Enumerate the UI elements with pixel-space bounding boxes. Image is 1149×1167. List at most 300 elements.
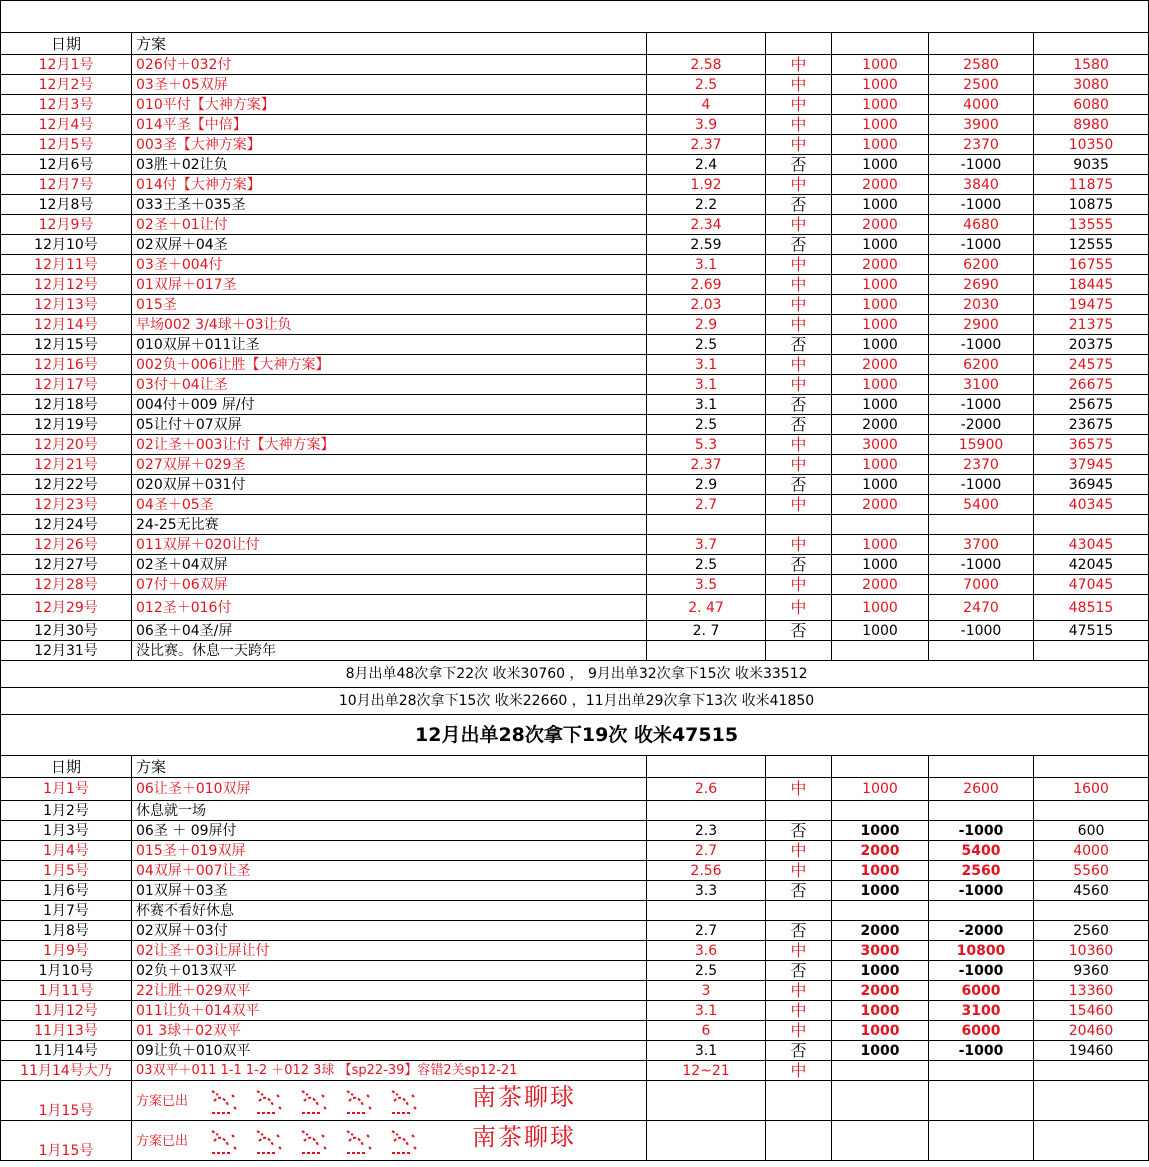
plan-cell[interactable]: 09让负＋010双平	[132, 1041, 647, 1061]
odds-cell[interactable]: 2.5	[647, 555, 766, 575]
result-cell[interactable]: 否	[766, 475, 832, 495]
date-cell[interactable]: 1月8号	[1, 921, 132, 941]
profit-cell[interactable]: -1000	[929, 555, 1034, 575]
odds-cell[interactable]: 4	[647, 95, 766, 115]
plan-cell[interactable]: 24-25无比赛	[132, 515, 647, 535]
stake-cell[interactable]: 2000	[832, 575, 929, 595]
odds-cell[interactable]: 2. 47	[647, 595, 766, 621]
profit-cell[interactable]: -1000	[929, 395, 1034, 415]
odds-cell[interactable]: 2.4	[647, 155, 766, 175]
plan-cell[interactable]: 011让负＋014双平	[132, 1001, 647, 1021]
date-cell[interactable]: 12月24号	[1, 515, 132, 535]
stake-cell[interactable]: 2000	[832, 215, 929, 235]
date-cell[interactable]: 1月15号	[1, 1121, 132, 1161]
profit-cell[interactable]: -1000	[929, 475, 1034, 495]
date-cell[interactable]: 12月30号	[1, 621, 132, 641]
empty-cell[interactable]	[1034, 1081, 1149, 1121]
date-cell[interactable]: 12月1号	[1, 55, 132, 75]
odds-cell[interactable]: 2.3	[647, 821, 766, 841]
plan-cell[interactable]: 没比赛。休息一天跨年	[132, 641, 647, 661]
stake-cell[interactable]	[832, 641, 929, 661]
total-cell[interactable]: 18445	[1034, 275, 1149, 295]
date-cell[interactable]: 11月14号大乃	[1, 1061, 132, 1081]
date-cell[interactable]: 12月23号	[1, 495, 132, 515]
plan-cell[interactable]: 012圣＋016付	[132, 595, 647, 621]
stake-cell[interactable]: 1000	[832, 535, 929, 555]
plan-cell[interactable]: 杯赛不看好休息	[132, 901, 647, 921]
result-cell[interactable]: 中	[766, 778, 832, 801]
stake-cell[interactable]: 1000	[832, 335, 929, 355]
stake-cell[interactable]: 1000	[832, 778, 929, 801]
date-cell[interactable]: 12月15号	[1, 335, 132, 355]
date-cell[interactable]: 12月14号	[1, 315, 132, 335]
total-cell[interactable]: 4000	[1034, 841, 1149, 861]
odds-cell[interactable]: 2.37	[647, 455, 766, 475]
result-cell[interactable]: 中	[766, 375, 832, 395]
date-cell[interactable]: 12月12号	[1, 275, 132, 295]
result-cell[interactable]: 中	[766, 1001, 832, 1021]
header-plan[interactable]: 方案	[132, 33, 647, 55]
result-cell[interactable]: 否	[766, 821, 832, 841]
stake-cell[interactable]: 1000	[832, 621, 929, 641]
total-cell[interactable]: 24575	[1034, 355, 1149, 375]
odds-cell[interactable]: 12~21	[647, 1061, 766, 1081]
date-cell[interactable]: 12月16号	[1, 355, 132, 375]
stake-cell[interactable]: 2000	[832, 175, 929, 195]
profit-cell[interactable]: -1000	[929, 195, 1034, 215]
plan-cell[interactable]: 03双平＋011 1-1 1-2 ＋012 3球 【sp22-39】容错2关sp12-21	[132, 1061, 647, 1081]
total-cell[interactable]: 47045	[1034, 575, 1149, 595]
empty-cell[interactable]	[832, 1081, 929, 1121]
odds-cell[interactable]: 2. 7	[647, 621, 766, 641]
stake-cell[interactable]: 1000	[832, 135, 929, 155]
result-cell[interactable]: 否	[766, 555, 832, 575]
header-empty[interactable]	[929, 756, 1034, 778]
plan-cell[interactable]: 010双屏＋011让圣	[132, 335, 647, 355]
profit-cell[interactable]: -1000	[929, 1041, 1034, 1061]
stake-cell[interactable]: 1000	[832, 375, 929, 395]
total-cell[interactable]: 16755	[1034, 255, 1149, 275]
date-cell[interactable]: 1月7号	[1, 901, 132, 921]
stake-cell[interactable]: 1000	[832, 315, 929, 335]
plan-cell[interactable]: 003圣【大神方案】	[132, 135, 647, 155]
date-cell[interactable]: 12月9号	[1, 215, 132, 235]
result-cell[interactable]: 中	[766, 295, 832, 315]
stake-cell[interactable]: 2000	[832, 255, 929, 275]
date-cell[interactable]: 11月12号	[1, 1001, 132, 1021]
odds-cell[interactable]: 3.9	[647, 115, 766, 135]
stake-cell[interactable]: 1000	[832, 1041, 929, 1061]
plan-cell[interactable]: 02负＋013双平	[132, 961, 647, 981]
date-cell[interactable]: 1月1号	[1, 778, 132, 801]
stake-cell[interactable]: 2000	[832, 355, 929, 375]
result-cell[interactable]	[766, 515, 832, 535]
profit-cell[interactable]: 5400	[929, 841, 1034, 861]
odds-cell[interactable]: 2.5	[647, 75, 766, 95]
header-empty[interactable]	[766, 756, 832, 778]
stake-cell[interactable]: 1000	[832, 1021, 929, 1041]
odds-cell[interactable]: 2.37	[647, 135, 766, 155]
date-cell[interactable]: 12月27号	[1, 555, 132, 575]
odds-cell[interactable]: 2.2	[647, 195, 766, 215]
date-cell[interactable]: 12月6号	[1, 155, 132, 175]
odds-cell[interactable]: 2.59	[647, 235, 766, 255]
plan-cell[interactable]: 休息就一场	[132, 801, 647, 821]
header-empty[interactable]	[832, 756, 929, 778]
date-cell[interactable]: 12月19号	[1, 415, 132, 435]
plan-cell[interactable]: 05让付＋07双屏	[132, 415, 647, 435]
odds-cell[interactable]: 2.34	[647, 215, 766, 235]
profit-cell[interactable]: 2500	[929, 75, 1034, 95]
stake-cell[interactable]	[832, 801, 929, 821]
plan-cell[interactable]: 06圣 ＋ 09屏付	[132, 821, 647, 841]
odds-cell[interactable]: 2.9	[647, 315, 766, 335]
date-cell[interactable]: 12月22号	[1, 475, 132, 495]
date-cell[interactable]: 12月26号	[1, 535, 132, 555]
odds-cell[interactable]: 3.1	[647, 355, 766, 375]
stake-cell[interactable]: 2000	[832, 495, 929, 515]
stake-cell[interactable]: 2000	[832, 981, 929, 1001]
plan-cell[interactable]: 02圣＋04双屏	[132, 555, 647, 575]
profit-cell[interactable]: -1000	[929, 961, 1034, 981]
odds-cell[interactable]	[647, 515, 766, 535]
profit-cell[interactable]: 2600	[929, 778, 1034, 801]
date-cell[interactable]: 1月2号	[1, 801, 132, 821]
result-cell[interactable]: 否	[766, 335, 832, 355]
profit-cell[interactable]: 2900	[929, 315, 1034, 335]
empty-cell[interactable]	[647, 1121, 766, 1161]
plan-cell[interactable]: 01 3球＋02双平	[132, 1021, 647, 1041]
plan-cell[interactable]: 02双屏＋03付	[132, 921, 647, 941]
date-cell[interactable]: 12月21号	[1, 455, 132, 475]
result-cell[interactable]	[766, 801, 832, 821]
header-empty[interactable]	[832, 33, 929, 55]
odds-cell[interactable]: 3	[647, 981, 766, 1001]
total-cell[interactable]: 2560	[1034, 921, 1149, 941]
date-cell[interactable]: 12月4号	[1, 115, 132, 135]
profit-cell[interactable]: -1000	[929, 621, 1034, 641]
profit-cell[interactable]: 5400	[929, 495, 1034, 515]
stake-cell[interactable]: 1000	[832, 821, 929, 841]
total-cell[interactable]: 6080	[1034, 95, 1149, 115]
result-cell[interactable]: 中	[766, 255, 832, 275]
total-cell[interactable]	[1034, 901, 1149, 921]
date-cell[interactable]: 12月13号	[1, 295, 132, 315]
date-cell[interactable]: 12月8号	[1, 195, 132, 215]
plan-cell[interactable]: 04双屏＋007让圣	[132, 861, 647, 881]
odds-cell[interactable]: 2.7	[647, 841, 766, 861]
summary-december[interactable]: 12月出单28次拿下19次 收米47515	[1, 715, 1149, 756]
total-cell[interactable]: 5560	[1034, 861, 1149, 881]
plan-cell[interactable]: 01双屏＋017圣	[132, 275, 647, 295]
date-cell[interactable]: 1月10号	[1, 961, 132, 981]
date-cell[interactable]: 1月5号	[1, 861, 132, 881]
total-cell[interactable]: 42045	[1034, 555, 1149, 575]
empty-cell[interactable]	[766, 1081, 832, 1121]
plan-cell[interactable]: 033王圣＋035圣	[132, 195, 647, 215]
stake-cell[interactable]: 1000	[832, 195, 929, 215]
header-date[interactable]: 日期	[1, 756, 132, 778]
stake-cell[interactable]: 3000	[832, 941, 929, 961]
odds-cell[interactable]: 3.6	[647, 941, 766, 961]
plan-cell[interactable]: 027双屏＋029圣	[132, 455, 647, 475]
result-cell[interactable]: 否	[766, 395, 832, 415]
result-cell[interactable]: 中	[766, 175, 832, 195]
plan-cell[interactable]: 02圣＋01让付	[132, 215, 647, 235]
plan-cell[interactable]: 07付＋06双屏	[132, 575, 647, 595]
date-cell[interactable]: 12月31号	[1, 641, 132, 661]
result-cell[interactable]: 中	[766, 135, 832, 155]
result-cell[interactable]: 中	[766, 495, 832, 515]
odds-cell[interactable]	[647, 641, 766, 661]
stake-cell[interactable]	[832, 901, 929, 921]
profit-cell[interactable]: 3700	[929, 535, 1034, 555]
header-plan[interactable]: 方案	[132, 756, 647, 778]
total-cell[interactable]: 26675	[1034, 375, 1149, 395]
total-cell[interactable]: 43045	[1034, 535, 1149, 555]
empty-cell[interactable]	[929, 1081, 1034, 1121]
date-cell[interactable]: 11月13号	[1, 1021, 132, 1041]
profit-cell[interactable]: 3900	[929, 115, 1034, 135]
result-cell[interactable]: 中	[766, 595, 832, 621]
date-cell[interactable]: 1月4号	[1, 841, 132, 861]
total-cell[interactable]: 47515	[1034, 621, 1149, 641]
date-cell[interactable]: 12月3号	[1, 95, 132, 115]
date-cell[interactable]: 12月20号	[1, 435, 132, 455]
result-cell[interactable]: 中	[766, 75, 832, 95]
total-cell[interactable]: 20460	[1034, 1021, 1149, 1041]
total-cell[interactable]	[1034, 801, 1149, 821]
stake-cell[interactable]: 1000	[832, 961, 929, 981]
profit-cell[interactable]: 2690	[929, 275, 1034, 295]
date-cell[interactable]: 12月10号	[1, 235, 132, 255]
stake-cell[interactable]: 2000	[832, 921, 929, 941]
total-cell[interactable]: 10350	[1034, 135, 1149, 155]
date-cell[interactable]: 12月29号	[1, 595, 132, 621]
plan-cell[interactable]: 早场002 3/4球＋03让负	[132, 315, 647, 335]
total-cell[interactable]: 600	[1034, 821, 1149, 841]
date-cell[interactable]: 1月6号	[1, 881, 132, 901]
result-cell[interactable]: 中	[766, 435, 832, 455]
plan-cell[interactable]: 03圣＋004付	[132, 255, 647, 275]
odds-cell[interactable]: 5.3	[647, 435, 766, 455]
odds-cell[interactable]: 3.7	[647, 535, 766, 555]
profit-cell[interactable]: -1000	[929, 155, 1034, 175]
stake-cell[interactable]: 1000	[832, 115, 929, 135]
result-cell[interactable]: 中	[766, 1061, 832, 1081]
profit-cell[interactable]: 2560	[929, 861, 1034, 881]
header-empty[interactable]	[929, 33, 1034, 55]
stake-cell[interactable]: 1000	[832, 455, 929, 475]
plan-cell[interactable]: 01双屏＋03圣	[132, 881, 647, 901]
stake-cell[interactable]: 1000	[832, 235, 929, 255]
empty-cell[interactable]	[832, 1121, 929, 1161]
odds-cell[interactable]: 3.1	[647, 1001, 766, 1021]
result-cell[interactable]: 中	[766, 355, 832, 375]
stake-cell[interactable]: 3000	[832, 435, 929, 455]
total-cell[interactable]: 19475	[1034, 295, 1149, 315]
total-cell[interactable]: 10360	[1034, 941, 1149, 961]
total-cell[interactable]: 8980	[1034, 115, 1149, 135]
date-cell[interactable]: 12月17号	[1, 375, 132, 395]
odds-cell[interactable]: 2.7	[647, 495, 766, 515]
result-cell[interactable]: 否	[766, 235, 832, 255]
profit-cell[interactable]: 3840	[929, 175, 1034, 195]
profit-cell[interactable]	[929, 901, 1034, 921]
date-cell[interactable]: 12月28号	[1, 575, 132, 595]
profit-cell[interactable]	[929, 801, 1034, 821]
profit-cell[interactable]: -1000	[929, 821, 1034, 841]
profit-cell[interactable]: 15900	[929, 435, 1034, 455]
result-cell[interactable]: 中	[766, 535, 832, 555]
odds-cell[interactable]: 2.5	[647, 415, 766, 435]
odds-cell[interactable]: 2.5	[647, 335, 766, 355]
total-cell[interactable]: 13360	[1034, 981, 1149, 1001]
total-cell[interactable]: 1600	[1034, 778, 1149, 801]
profit-cell[interactable]	[929, 515, 1034, 535]
plan-cell[interactable]: 02双屏＋04圣	[132, 235, 647, 255]
stake-cell[interactable]: 2000	[832, 841, 929, 861]
total-cell[interactable]: 36575	[1034, 435, 1149, 455]
total-cell[interactable]: 15460	[1034, 1001, 1149, 1021]
result-cell[interactable]: 中	[766, 841, 832, 861]
profit-cell[interactable]: 4000	[929, 95, 1034, 115]
total-cell[interactable]: 40345	[1034, 495, 1149, 515]
odds-cell[interactable]: 3.5	[647, 575, 766, 595]
profit-cell[interactable]	[929, 1061, 1034, 1081]
odds-cell[interactable]	[647, 901, 766, 921]
odds-cell[interactable]: 2.03	[647, 295, 766, 315]
date-cell[interactable]: 12月5号	[1, 135, 132, 155]
odds-cell[interactable]: 2.69	[647, 275, 766, 295]
total-cell[interactable]: 23675	[1034, 415, 1149, 435]
result-cell[interactable]: 中	[766, 455, 832, 475]
odds-cell[interactable]: 3.1	[647, 1041, 766, 1061]
plan-cell[interactable]: 03圣＋05双屏	[132, 75, 647, 95]
odds-cell[interactable]	[647, 801, 766, 821]
result-cell[interactable]: 否	[766, 155, 832, 175]
header-empty[interactable]	[647, 33, 766, 55]
result-cell[interactable]: 否	[766, 921, 832, 941]
plan-cell[interactable]: 06圣＋04圣/屏	[132, 621, 647, 641]
result-cell[interactable]: 中	[766, 95, 832, 115]
plan-cell[interactable]: 02让圣＋03让屏让付	[132, 941, 647, 961]
odds-cell[interactable]: 6	[647, 1021, 766, 1041]
plan-cell[interactable]: 004付＋009 屏/付	[132, 395, 647, 415]
stake-cell[interactable]	[832, 515, 929, 535]
empty-cell[interactable]	[766, 1121, 832, 1161]
profit-cell[interactable]: -1000	[929, 235, 1034, 255]
total-cell[interactable]: 36945	[1034, 475, 1149, 495]
result-cell[interactable]: 中	[766, 315, 832, 335]
profit-cell[interactable]: 2370	[929, 455, 1034, 475]
profit-cell[interactable]: -1000	[929, 881, 1034, 901]
total-cell[interactable]	[1034, 515, 1149, 535]
total-cell[interactable]: 37945	[1034, 455, 1149, 475]
plan-cell[interactable]: 020双屏＋031付	[132, 475, 647, 495]
date-cell[interactable]: 12月2号	[1, 75, 132, 95]
result-cell[interactable]	[766, 901, 832, 921]
stake-cell[interactable]: 1000	[832, 1001, 929, 1021]
odds-cell[interactable]: 2.7	[647, 921, 766, 941]
result-cell[interactable]: 否	[766, 621, 832, 641]
result-cell[interactable]: 中	[766, 115, 832, 135]
odds-cell[interactable]: 1.92	[647, 175, 766, 195]
odds-cell[interactable]: 3.1	[647, 375, 766, 395]
stake-cell[interactable]: 1000	[832, 475, 929, 495]
plan-cell[interactable]	[132, 1081, 647, 1121]
result-cell[interactable]: 否	[766, 881, 832, 901]
stake-cell[interactable]	[832, 1061, 929, 1081]
plan-cell[interactable]: 02让圣＋003让付【大神方案】	[132, 435, 647, 455]
stake-cell[interactable]: 1000	[832, 595, 929, 621]
total-cell[interactable]: 11875	[1034, 175, 1149, 195]
date-cell[interactable]: 12月18号	[1, 395, 132, 415]
header-empty[interactable]	[1034, 33, 1149, 55]
stake-cell[interactable]: 1000	[832, 55, 929, 75]
stake-cell[interactable]: 1000	[832, 555, 929, 575]
result-cell[interactable]: 中	[766, 981, 832, 1001]
total-cell[interactable]: 21375	[1034, 315, 1149, 335]
total-cell[interactable]: 19460	[1034, 1041, 1149, 1061]
odds-cell[interactable]: 3.1	[647, 255, 766, 275]
stake-cell[interactable]: 1000	[832, 295, 929, 315]
result-cell[interactable]: 否	[766, 1041, 832, 1061]
profit-cell[interactable]: 2030	[929, 295, 1034, 315]
date-cell[interactable]: 1月3号	[1, 821, 132, 841]
header-empty[interactable]	[766, 33, 832, 55]
total-cell[interactable]: 1580	[1034, 55, 1149, 75]
blank-cell[interactable]	[1, 1, 1149, 33]
stake-cell[interactable]: 1000	[832, 75, 929, 95]
empty-cell[interactable]	[1034, 1121, 1149, 1161]
empty-cell[interactable]	[929, 1121, 1034, 1161]
plan-cell[interactable]: 22让胜＋029双平	[132, 981, 647, 1001]
profit-cell[interactable]: 6000	[929, 1021, 1034, 1041]
profit-cell[interactable]: 2580	[929, 55, 1034, 75]
profit-cell[interactable]: 7000	[929, 575, 1034, 595]
plan-cell[interactable]	[132, 1121, 647, 1161]
result-cell[interactable]: 中	[766, 861, 832, 881]
plan-cell[interactable]: 015圣＋019双屏	[132, 841, 647, 861]
stake-cell[interactable]: 1000	[832, 395, 929, 415]
result-cell[interactable]: 中	[766, 55, 832, 75]
header-empty[interactable]	[647, 756, 766, 778]
result-cell[interactable]: 否	[766, 195, 832, 215]
profit-cell[interactable]: -2000	[929, 415, 1034, 435]
odds-cell[interactable]: 3.1	[647, 395, 766, 415]
summary-oct-nov[interactable]: 10月出单28次拿下15次 收米22660 ，11月出单29次拿下13次 收米41850	[1, 688, 1149, 715]
date-cell[interactable]: 1月9号	[1, 941, 132, 961]
empty-cell[interactable]	[647, 1081, 766, 1121]
result-cell[interactable]: 中	[766, 941, 832, 961]
profit-cell[interactable]: 4680	[929, 215, 1034, 235]
odds-cell[interactable]: 2.5	[647, 961, 766, 981]
odds-cell[interactable]: 2.58	[647, 55, 766, 75]
profit-cell[interactable]: -2000	[929, 921, 1034, 941]
total-cell[interactable]: 13555	[1034, 215, 1149, 235]
stake-cell[interactable]: 1000	[832, 275, 929, 295]
stake-cell[interactable]: 1000	[832, 881, 929, 901]
result-cell[interactable]: 否	[766, 415, 832, 435]
plan-cell[interactable]: 04圣＋05圣	[132, 495, 647, 515]
plan-cell[interactable]: 015圣	[132, 295, 647, 315]
date-cell[interactable]: 12月11号	[1, 255, 132, 275]
plan-cell[interactable]: 03胜＋02让负	[132, 155, 647, 175]
result-cell[interactable]: 否	[766, 961, 832, 981]
plan-cell[interactable]: 014平圣【中倍】	[132, 115, 647, 135]
plan-cell[interactable]: 002负＋006让胜【大神方案】	[132, 355, 647, 375]
